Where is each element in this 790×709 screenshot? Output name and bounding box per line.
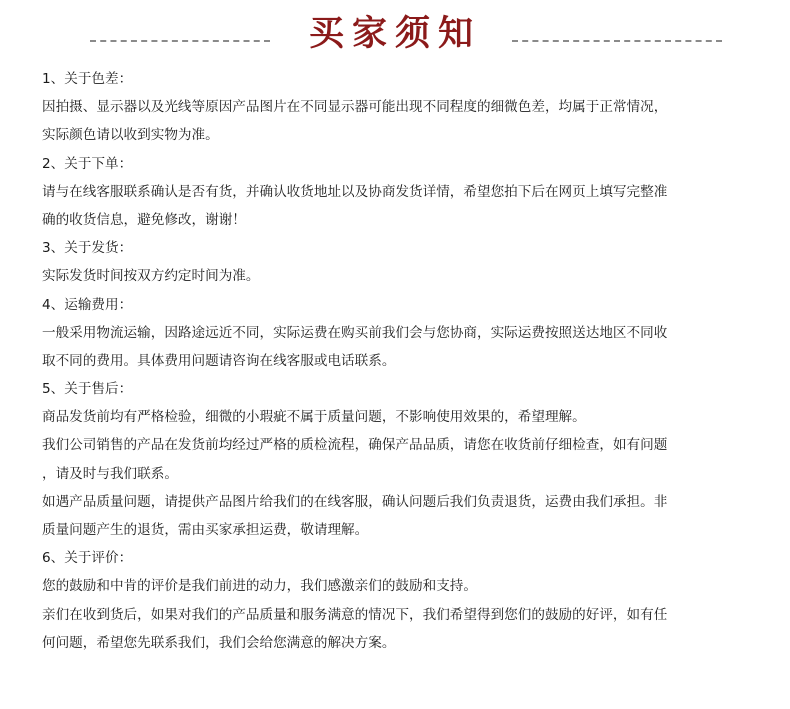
paragraph-line: 请与在线客服联系确认是否有货，并确认收货地址以及协商发货详情，希望您拍下后在网页上填写完整准 — [42, 183, 668, 200]
paragraph-line: 我们公司销售的产品在发货前均经过严格的质检流程，确保产品品质，请您在收货前仔细检查，如有问题 — [42, 437, 668, 454]
page-title: 买家须知 — [308, 13, 481, 54]
section-heading-reviews: 6、关于评价： — [42, 550, 133, 567]
paragraph-line: 您的鼓励和中肯的评价是我们前进的动力，我们感激亲们的鼓励和支持。 — [42, 578, 477, 595]
paragraph-line: 实际发货时间按双方约定时间为准。 — [42, 268, 260, 285]
notice-content — [42, 65, 752, 657]
paragraph-line: 取不同的费用。具体费用问题请咨询在线客服或电话联系。 — [42, 352, 396, 369]
paragraph-line: 一般采用物流运输，因路途远近不同，实际运费在购买前我们会与您协商，实际运费按照送达地区不同收 — [42, 324, 668, 341]
header-dashed-divider-right — [512, 40, 722, 42]
paragraph-line: 商品发货前均有严格检验，细微的小瑕疵不属于质量问题，不影响使用效果的，希望理解。 — [42, 409, 586, 426]
paragraph-line: ，请及时与我们联系。 — [42, 465, 178, 482]
section-heading-after-sales: 5、关于售后： — [42, 381, 133, 398]
paragraph-line: 质量问题产生的退货，需由买家承担运费，敬请理解。 — [42, 522, 369, 538]
paragraph-line: 如遇产品质量问题，请提供产品图片给我们的在线客服，确认问题后我们负责退货，运费由我们承担。非 — [42, 493, 668, 510]
section-heading-shipping: 3、关于发货： — [42, 240, 133, 257]
paragraph-line: 何问题，希望您先联系我们，我们会给您满意的解决方案。 — [42, 634, 396, 651]
section-heading-ordering: 2、关于下单： — [42, 155, 133, 172]
section-heading-freight: 4、运输费用： — [42, 296, 133, 313]
paragraph-line: 因拍摄、显示器以及光线等原因产品图片在不同显示器可能出现不同程度的细微色差，均属于正常情况， — [42, 99, 668, 116]
paragraph-line: 实际颜色请以收到实物为准。 — [42, 127, 219, 144]
paragraph-line: 亲们在收到货后，如果对我们的产品质量和服务满意的情况下，我们希望得到您们的鼓励的好评，如有任 — [42, 606, 668, 623]
section-heading-color-difference: 1、关于色差： — [42, 71, 133, 87]
paragraph-line: 确的收货信息，避免修改，谢谢！ — [42, 211, 246, 228]
page-header — [0, 10, 790, 60]
